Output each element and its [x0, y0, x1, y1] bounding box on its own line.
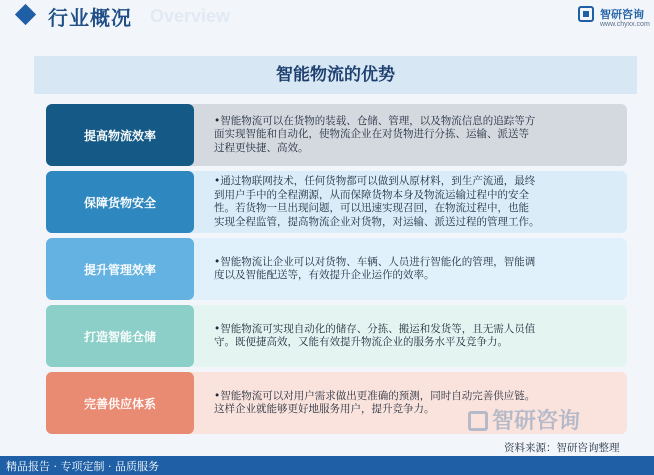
section-header: [0, 0, 654, 30]
advantage-row: [46, 238, 627, 300]
advantage-label: 提高物流效率: [46, 104, 194, 166]
advantage-description: [186, 171, 627, 233]
logo-url: www.chyxx.com: [600, 21, 650, 28]
advantage-label: 提升管理效率: [46, 238, 194, 300]
advantage-row: [46, 305, 627, 367]
description-line: 实现全程监管，提高物流企业对货物，对运输、派送过程的管理工作。: [214, 215, 540, 228]
description-line: •智能物流可以对用户需求做出更准确的预测，同时自动完善供应链。: [214, 389, 536, 402]
advantage-description: [186, 305, 627, 367]
source-note: 资料来源：智研咨询整理: [504, 442, 620, 454]
logo-name: 智研咨询: [600, 8, 644, 21]
description-line: 到用户手中的全程溯源，从而保障货物本身及物流运输过程中的安全: [214, 188, 529, 201]
description-line: 度以及智能配送等，有效提升企业运作的效率。: [214, 269, 435, 281]
advantage-label: 保障货物安全: [46, 171, 194, 233]
section-subtitle: Overview: [150, 6, 231, 26]
footer-bar: [0, 456, 654, 475]
description-line: •智能物流可以在货物的装载、仓储、管理，以及物流信息的追踪等方: [214, 114, 536, 127]
description-line: •智能物流可实现自动化的储存、分拣、搬运和发货等，且无需人员值: [214, 322, 536, 335]
description-line: •智能物流让企业可以对货物、车辆、人员进行智能化的管理，智能调: [214, 255, 536, 268]
watermark: [468, 404, 580, 435]
section-title: 行业概况: [48, 6, 132, 30]
advantage-row: [46, 104, 627, 166]
description-line: 过程更快捷、高效。: [214, 141, 309, 154]
logo-icon: [578, 6, 594, 22]
title-banner: [34, 56, 637, 94]
advantage-description: [186, 238, 627, 300]
footer-slogan: 精品报告 · 专项定制 · 品质服务: [6, 460, 159, 473]
description-line: 性。若货物一旦出现问题，可以迅速实现召回，在物流过程中，也能: [214, 202, 529, 214]
description-line: •通过物联网技术，任何货物都可以做到从原材料，到生产流通，最终: [214, 175, 536, 187]
page-title: 智能物流的优势: [276, 65, 395, 85]
diamond-icon: [15, 4, 36, 25]
advantage-description: [186, 104, 627, 166]
advantage-label: 打造智能仓储: [46, 305, 194, 367]
watermark-logo-icon: [468, 411, 488, 431]
description-line: 面实现智能和自动化，使物流企业在对货物进行分拣、运输、派送等: [214, 128, 529, 141]
description-line: 这样企业就能够更好地服务用户，提升竞争力。: [214, 403, 435, 415]
advantage-row: [46, 171, 627, 233]
watermark-text: 智研咨询: [492, 409, 581, 434]
advantage-label: 完善供应体系: [46, 372, 194, 434]
description-line: 守。既便捷高效，又能有效提升物流企业的服务水平及竞争力。: [214, 336, 508, 348]
